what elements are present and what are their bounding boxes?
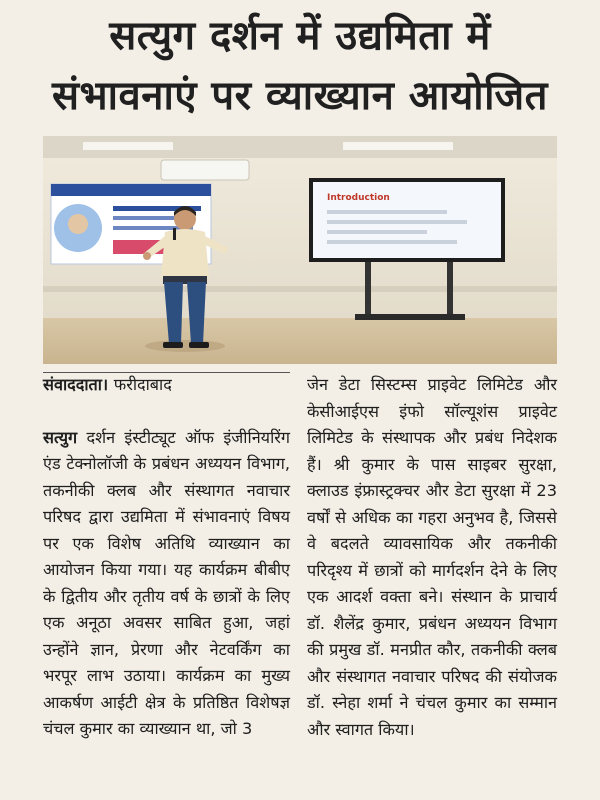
lead-word: सत्युग — [43, 427, 78, 447]
article-body-left-text: दर्शन इंस्टीट्यूट ऑफ इंजीनियरिंग एंड टेक्नोलॉजी के प्रबंधन अध्ययन विभाग, तकनीकी क्लब और संस्थागत नवाचार परिषद द्वारा उद्यमिता में संभावनाएं विषय पर एक विशेष अतिथि व्याख्यान का आयोजन किया गया। यह कार्यक्रम बीबीए के द्वितीय और तृतीय वर्ष के छात्रों के लिए एक अनूठा अवसर साबित हुआ, जहां उन्होंने ज्ञान, प्रेरणा और नेटवर्किंग का भरपूर लाभ उठाया। कार्यक्रम का मुख्य आकर्षण आईटी क्षेत्र के प्रतिष्ठित विशेषज्ञ चंचल कुमार का व्याख्यान था, जो 3 — [43, 427, 290, 738]
article-column-left — [43, 372, 290, 743]
headline-line-1: सत्युग दर्शन में उद्यमिता में — [109, 13, 491, 59]
dateline-city: फरीदाबाद — [113, 375, 172, 394]
dateline — [43, 372, 290, 399]
article-body-right-text: जेन डेटा सिस्टम्स प्राइवेट लिमिटेड और केसीआईएस इंफो सॉल्यूशंस प्राइवेट लिमिटेड के संस्थापक और प्रबंध निदेशक हैं। श्री कुमार के पास साइबर सुरक्षा, क्लाउड इंफ्रास्ट्रक्चर और डेटा सुरक्षा में 23 वर्षों से अधिक का गहरा अनुभव है, जिससे वे बदलते व्यावसायिक और तकनीकी परिदृश्य में छात्रों को मार्गदर्शन देने के लिए एक आदर्श वक्ता बने। संस्थान के प्राचार्य डॉ. शैलेंद्र कुमार, प्रबंधन अध्ययन विभाग की प्रमुख डॉ. मनप्रीत कौर, तकनीकी क्लब और संस्थागत नवाचार परिषद की संयोजक डॉ. स्नेहा शर्मा ने चंचल कुमार का सम्मान और स्वागत किया। — [307, 375, 557, 739]
dateline-reporter: संवाददाता। — [43, 375, 109, 394]
article-column-right — [307, 372, 557, 743]
screen-title: Introduction — [327, 193, 390, 203]
headline — [0, 0, 600, 134]
article-body-left — [43, 425, 290, 743]
event-photo — [43, 136, 557, 364]
headline-line-2: संभावनाएं पर व्याख्यान आयोजित — [52, 73, 548, 119]
